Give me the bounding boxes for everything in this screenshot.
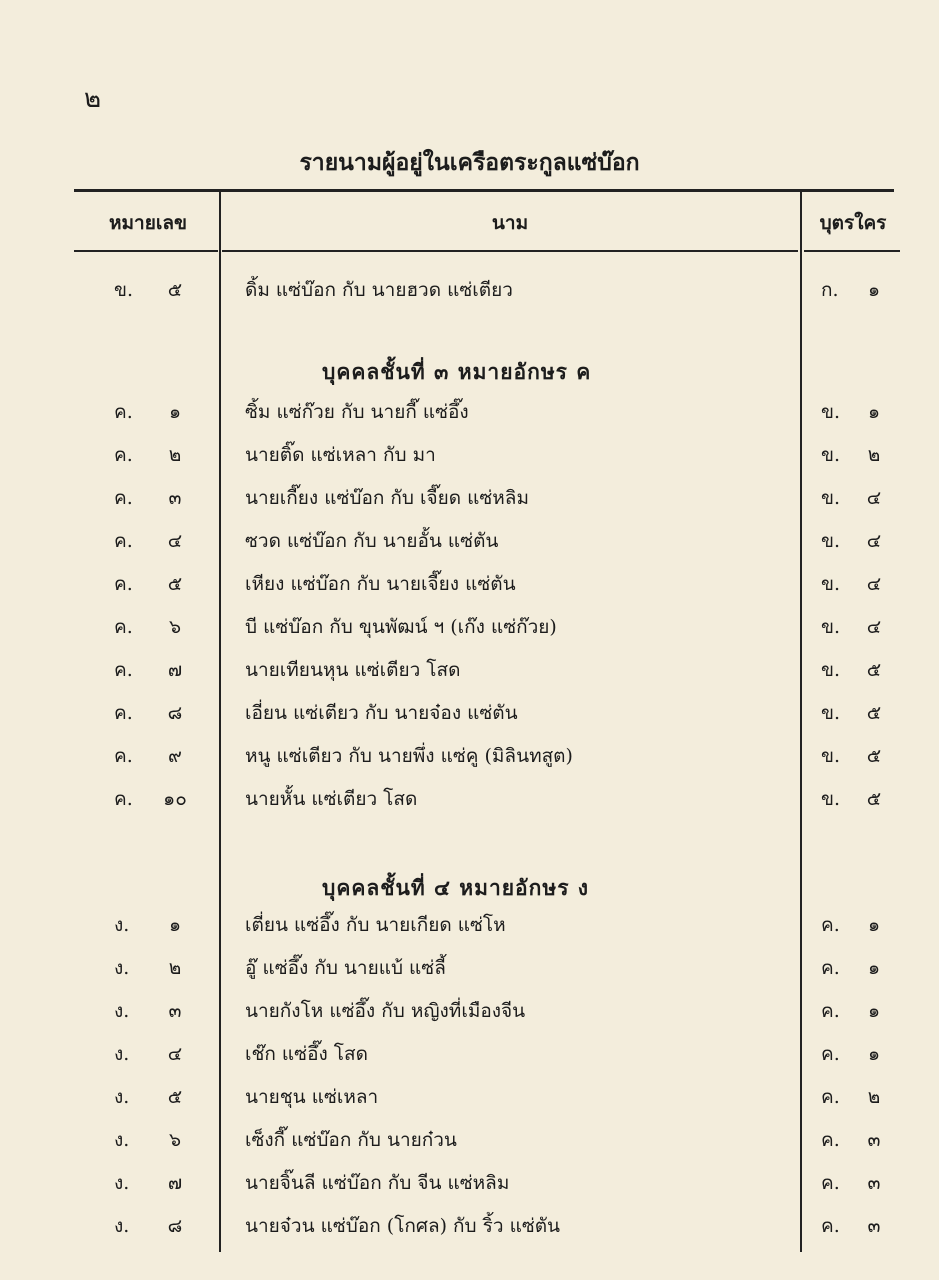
row-parent-number: ๒ [867,1086,881,1108]
row-number: ๗ [167,1172,183,1194]
row-number: ๒ [168,444,182,466]
row-parent-number: ๔ [866,487,882,509]
row-parent-letter: ข. [821,659,841,681]
row-parent-letter: ก. [821,279,839,301]
row-parent-number: ๔ [866,616,882,638]
row-number: ๓ [168,487,182,509]
row-letter: ง. [114,1043,130,1065]
table-row [0,478,939,518]
row-parent-number: ๔ [866,530,882,552]
row-parent-letter: ข. [821,401,841,423]
row-number: ๗ [167,659,183,681]
row-parent-letter: ค. [821,1000,840,1022]
row-name: นายจ๋วน แซ่บ๊อก (โกศล) กับ ริ้ว แซ่ตัน [245,1215,561,1237]
row-parent-number: ๕ [866,788,882,810]
row-name: นายชุน แซ่เหลา [245,1086,379,1108]
row-parent-letter: ข. [821,745,841,767]
row-parent-letter: ข. [821,702,841,724]
table-row [0,1206,939,1246]
row-parent-letter: ข. [821,444,841,466]
header-parent: บุตรใคร [819,212,887,234]
row-number: ๖ [168,616,182,638]
row-parent-letter: ค. [821,914,840,936]
row-parent-letter: ข. [821,530,841,552]
row-parent-letter: ข. [821,573,841,595]
row-parent-number: ๑ [867,1000,881,1022]
page-number: ๒ [84,84,102,114]
table-row [0,607,939,647]
row-parent-letter: ค. [821,1086,840,1108]
row-number: ๘ [167,1215,183,1237]
table-row [0,1120,939,1160]
table-row [0,270,939,310]
header-rule-parent [804,250,900,252]
row-name: นายกังโห แซ่อึ๊ง กับ หญิงที่เมืองจีน [245,1000,526,1022]
row-parent-number: ๑ [867,279,881,301]
row-name: เอี่ยน แซ่เตียว กับ นายจ๋อง แซ่ตัน [245,702,518,724]
table-row [0,521,939,561]
table-row [0,1034,939,1074]
header-name: นาม [491,212,529,234]
row-number: ๒ [168,957,182,979]
row-parent-number: ๓ [867,1129,881,1151]
row-number: ๙ [168,745,182,767]
row-letter: ค. [114,616,133,638]
row-number: ๕ [167,1086,183,1108]
row-name: อู๊ แซ่อึ๊ง กับ นายแบ้ แซ่ลี้ [245,957,446,979]
table-row [0,435,939,475]
row-number: ๖ [168,1129,182,1151]
section-heading: บุคคลชั้นที่ ๓ หมายอักษร ค [322,359,592,384]
row-name: ซวด แซ่บ๊อก กับ นายอั้น แซ่ตัน [245,530,499,552]
table-row [0,564,939,604]
header-rule-number [74,250,218,252]
table-row [0,736,939,776]
row-parent-number: ๑ [867,914,881,936]
row-letter: ง. [114,957,130,979]
row-letter: ง. [114,1215,130,1237]
row-letter: ง. [114,1172,130,1194]
row-parent-number: ๕ [866,659,882,681]
row-letter: ข. [114,279,134,301]
row-letter: ค. [114,530,133,552]
row-name: ซิ้ม แซ่ก๊วย กับ นายกี๊ แซ่อึ๊ง [245,401,469,423]
row-parent-letter: ข. [821,788,841,810]
table-row [0,991,939,1031]
row-name: นายเกี๊ยง แซ่บ๊อก กับ เจี๊ยด แซ่หลิม [245,487,529,509]
row-number: ๘ [167,702,183,724]
table-row [0,1077,939,1117]
row-name: นายติ๊ด แซ่เหลา กับ มา [245,444,436,466]
row-parent-letter: ค. [821,1129,840,1151]
row-letter: ง. [114,1086,130,1108]
row-number: ๑๐ [163,788,187,810]
row-letter: ค. [114,444,133,466]
row-parent-number: ๑ [867,401,881,423]
row-name: บี แซ่บ๊อก กับ ขุนพัฒน์ ฯ (เก๊ง แซ่ก๊วย) [245,616,557,638]
row-name: นายหั้น แซ่เตียว โสด [245,788,418,810]
header-number: หมายเลข [109,212,187,234]
row-letter: ค. [114,573,133,595]
row-name: เหียง แซ่บ๊อก กับ นายเจี๊ยง แซ่ตัน [245,573,516,595]
table-row [0,948,939,988]
row-letter: ค. [114,745,133,767]
row-name: นายจิ๊นลี แซ่บ๊อก กับ จีน แซ่หลิม [245,1172,510,1194]
row-letter: ค. [114,702,133,724]
table-top-rule [74,189,894,192]
row-number: ๔ [167,530,183,552]
row-parent-letter: ค. [821,1215,840,1237]
row-letter: ค. [114,401,133,423]
row-parent-letter: ข. [821,616,841,638]
row-letter: ง. [114,1129,130,1151]
table-row [0,650,939,690]
header-rule-name [222,250,798,252]
row-number: ๑ [168,401,182,423]
row-letter: ค. [114,659,133,681]
row-parent-number: ๔ [866,573,882,595]
row-parent-letter: ข. [821,487,841,509]
row-letter: ค. [114,788,133,810]
row-parent-number: ๓ [867,1172,881,1194]
row-parent-number: ๑ [867,1043,881,1065]
table-row [0,905,939,945]
row-name: เช๊ก แซ่อึ๊ง โสด [245,1043,368,1065]
row-parent-letter: ค. [821,1043,840,1065]
row-name: นายเทียนหุน แซ่เตียว โสด [245,659,461,681]
section-heading: บุคคลชั้นที่ ๔ หมายอักษร ง [322,875,590,900]
page-title: รายนามผู้อยู่ในเครือตระกูลแซ่บ๊อก [299,149,640,176]
row-number: ๔ [167,1043,183,1065]
row-name: หนู แซ่เตียว กับ นายพึ่ง แซ่คู (มิลินทสูต) [245,745,573,767]
row-parent-letter: ค. [821,957,840,979]
row-number: ๕ [167,573,183,595]
row-parent-number: ๒ [867,444,881,466]
table-row [0,693,939,733]
row-parent-number: ๕ [866,702,882,724]
table-row [0,1163,939,1203]
row-parent-number: ๑ [867,957,881,979]
row-name: เตี่ยน แซ่อึ๊ง กับ นายเกียด แซ่โห [245,914,506,936]
row-number: ๕ [167,279,183,301]
row-parent-number: ๕ [866,745,882,767]
row-number: ๑ [168,914,182,936]
row-name: เซ็งกี๊ แซ่บ๊อก กับ นายก๋วน [245,1129,457,1151]
table-row [0,392,939,432]
row-letter: ง. [114,914,130,936]
row-letter: ค. [114,487,133,509]
row-parent-number: ๓ [867,1215,881,1237]
row-name: ดิ้ม แซ่บ๊อก กับ นายฮวด แซ่เตียว [245,279,513,301]
table-row [0,779,939,819]
row-number: ๓ [168,1000,182,1022]
row-parent-letter: ค. [821,1172,840,1194]
row-letter: ง. [114,1000,130,1022]
